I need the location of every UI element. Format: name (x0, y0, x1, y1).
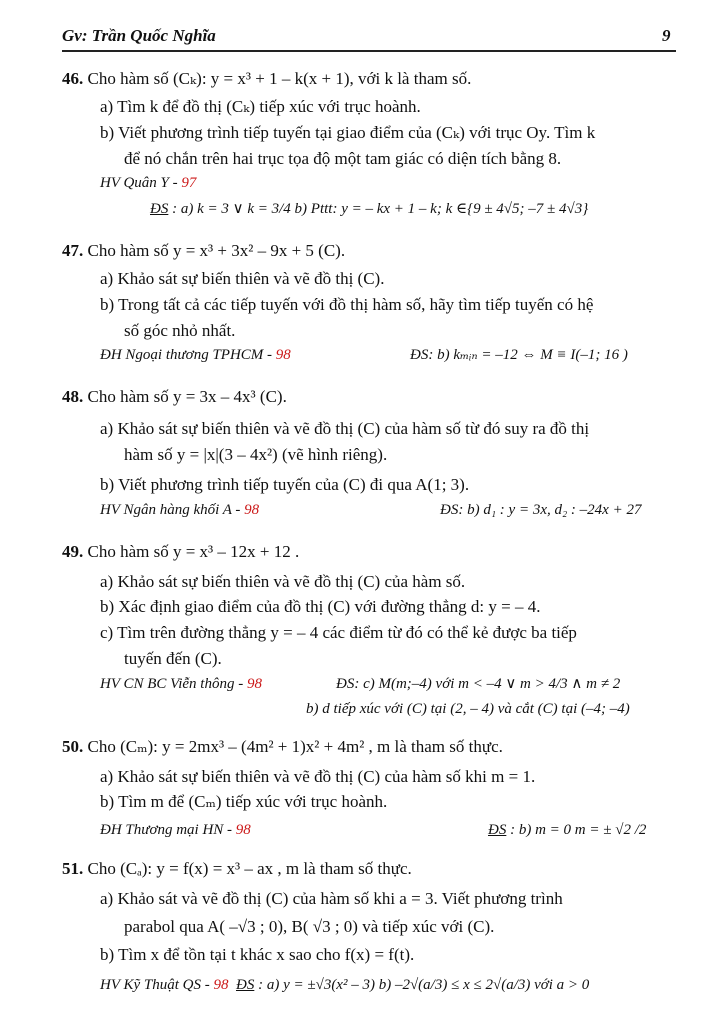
problem-49-answer-b: b) d tiếp xúc với (C) tại (2, – 4) và cắt (C) tại (–4; –4) (306, 701, 630, 717)
problem-50-answer: ĐS : b) m = 0 m = ± √2 /2 (488, 822, 647, 838)
answer-text: : a) y = ±√3(x² – 3) b) –2√(a/3) ≤ x ≤ 2√(a/3) với a > 0 (254, 977, 590, 993)
source-year: 97 (181, 175, 197, 191)
problem-48-statement (62, 386, 287, 408)
problem-49-answer: ĐS: c) M(m;–4) với m < –4 ∨ m > 4/3 ∧ m ≠ 2 (336, 676, 621, 692)
source-year: 98 (246, 676, 262, 692)
problem-text: Cho hàm số (Cₖ): y = x³ + 1 – k(x + 1), với k là tham số. (87, 69, 472, 88)
problem-49-statement (62, 541, 299, 563)
header-author: Gv: Trần Quốc Nghĩa (62, 26, 216, 45)
problem-text: Cho hàm số y = 3x – 4x³ (C). (87, 387, 287, 406)
problem-number: 50. (62, 737, 84, 756)
problem-47-part: a) Khảo sát sự biến thiên và vẽ đồ thị (C). (100, 269, 385, 288)
answer-label: ĐS (235, 977, 255, 993)
problem-text: Cho (Cₐ): y = f(x) = x³ – ax , m là tham số thực. (87, 859, 412, 878)
problem-text: Cho hàm số y = x³ – 12x + 12 . (87, 542, 300, 561)
source-year: 98 (213, 977, 229, 993)
problem-51-statement (62, 858, 412, 880)
header-divider (62, 50, 676, 52)
problem-number: 49. (62, 542, 84, 561)
problem-50-part: b) Tìm m để (Cₘ) tiếp xúc với trục hoành. (100, 792, 388, 811)
problem-47-part: số góc nhỏ nhất. (124, 321, 236, 340)
problem-50-part: a) Khảo sát sự biến thiên và vẽ đồ thị (C) của hàm số khi m = 1. (100, 767, 536, 786)
source-year: 98 (244, 502, 260, 518)
problem-51-part: parabol qua A( –√3 ; 0), B( √3 ; 0) và tiếp xúc với (C). (124, 917, 495, 936)
problem-48-source: HV Ngân hàng khối A - 98 (100, 502, 260, 518)
problem-number: 46. (62, 69, 84, 88)
problem-48-part: hàm số y = |x|(3 – 4x²) (vẽ hình riêng). (124, 445, 388, 464)
problem-text: Cho (Cₘ): y = 2mx³ – (4m² + 1)x² + 4m² , m là tham số thực. (87, 737, 503, 756)
problem-47-part: b) Trong tất cả các tiếp tuyến với đồ thị hàm số, hãy tìm tiếp tuyến có hệ (100, 295, 594, 314)
problem-47-source: ĐH Ngoại thương TPHCM - 98 (100, 347, 291, 363)
problem-46-part: a) Tìm k để đồ thị (Cₖ) tiếp xúc với trục hoành. (100, 97, 421, 116)
problem-49-part: c) Tìm trên đường thẳng y = – 4 các điểm từ đó có thể kẻ được ba tiếp (100, 623, 577, 642)
problem-46-statement (62, 68, 471, 90)
problem-46-source: HV Quân Y - 97 (100, 175, 197, 191)
problem-50-source: ĐH Thương mại HN - 98 (100, 822, 251, 838)
problem-49-part: tuyến đến (C). (124, 649, 222, 668)
problem-46-part: để nó chắn trên hai trục tọa độ một tam giác có diện tích bằng 8. (124, 149, 562, 168)
problem-48-answer: ĐS: b) d₁ : y = 3x, d₂ : –24x + 27 (440, 502, 642, 518)
header-page-number: 9 (662, 26, 671, 45)
problem-46-part: b) Viết phương trình tiếp tuyến tại giao điểm của (Cₖ) với trục Oy. Tìm k (100, 123, 596, 142)
source-year: 98 (235, 822, 251, 838)
problem-number: 51. (62, 859, 84, 878)
problem-50-statement (62, 736, 503, 758)
source-year: 98 (275, 347, 291, 363)
problem-number: 47. (62, 241, 84, 260)
problem-49-source: HV CN BC Viễn thông - 98 (100, 676, 262, 692)
problem-46-answer: ĐS : a) k = 3 ∨ k = 3/4 b) Pttt: y = – kx + 1 – k; k ∈{9 ± 4√5; –7 ± 4√3} (150, 201, 589, 217)
problem-49-part: a) Khảo sát sự biến thiên và vẽ đồ thị (C) của hàm số. (100, 572, 466, 591)
problem-49-part: b) Xác định giao điểm của đồ thị (C) với đường thẳng d: y = – 4. (100, 597, 541, 616)
problem-number: 48. (62, 387, 84, 406)
problem-51-part: b) Tìm x để tồn tại t khác x sao cho f(x) = f(t). (100, 945, 415, 964)
problem-47-answer: ĐS: b) kₘᵢₙ = –12 ⇔ M ≡ I(–1; 16 ) (410, 347, 628, 363)
problem-51-source-answer: HV Kỹ Thuật QS - 98 ĐS : a) y = ±√3(x² – 3) b) –2√(a/3) ≤ x ≤ 2√(a/3) với a > 0 (100, 977, 590, 993)
problem-text: Cho hàm số y = x³ + 3x² – 9x + 5 (C). (87, 241, 346, 260)
problem-48-part: b) Viết phương trình tiếp tuyến của (C) đi qua A(1; 3). (100, 475, 470, 494)
problem-48-part: a) Khảo sát sự biến thiên và vẽ đồ thị (C) của hàm số từ đó suy ra đồ thị (100, 419, 590, 438)
problem-51-part: a) Khảo sát và vẽ đồ thị (C) của hàm số khi a = 3. Viết phương trình (100, 889, 563, 908)
problem-47-statement (62, 240, 345, 262)
